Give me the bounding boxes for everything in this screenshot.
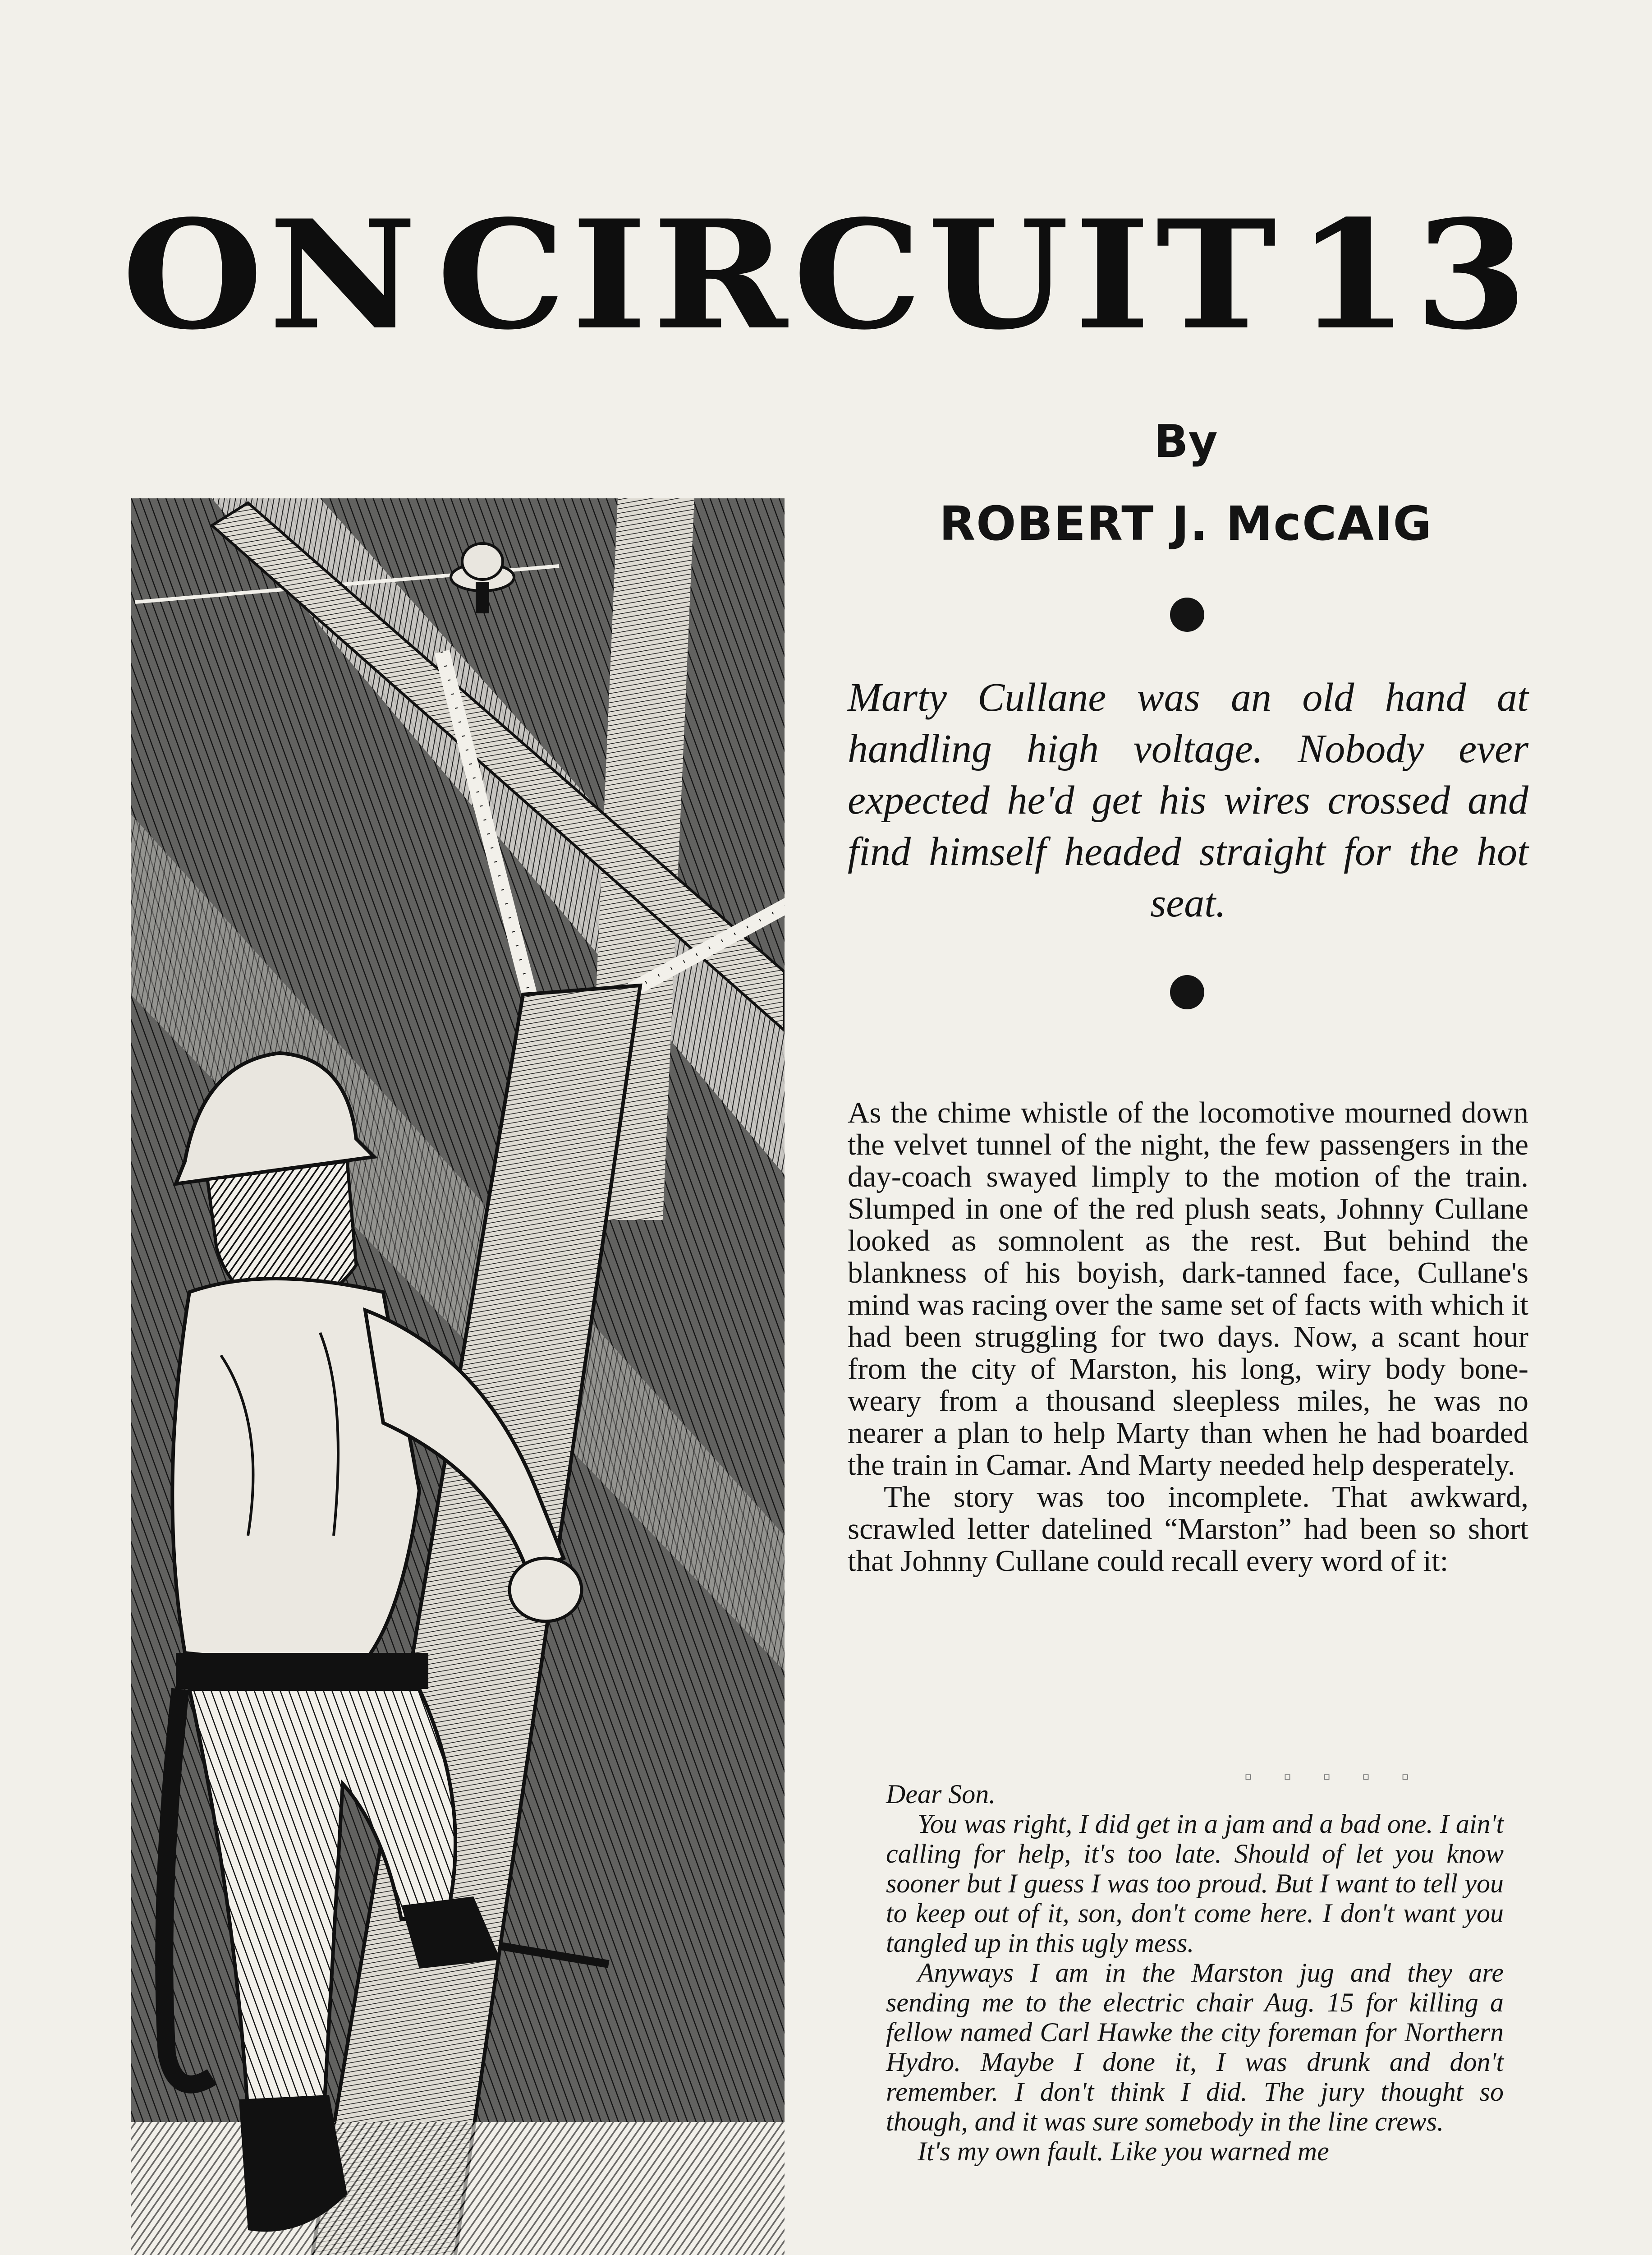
story-blurb: Marty Cullane was an old hand at handling high voltage. Nobody ever expected he'd get his wires crossed and find himself headed straight for the hot seat. <box>848 675 1528 925</box>
story-body <box>848 1097 1528 1577</box>
story-title <box>122 187 1533 363</box>
body-paragraph: As the chime whistle of the locomotive mourned down the velvet tunnel of the night, the few passengers in the day-coach swayed limply to the motion of the train. Slumped in one of the red plush seats, Johnny Cullane looked as somnolent as the rest. But behind the blankness of his boyish, dark-tanned face, Cullane's mind was racing over the same set of facts with which it had been struggling for two days. Now, a scant hour from the city of Marston, his long, wiry body bone-weary from a thousand sleepless miles, he was no nearer a plan to help Marty than when he had boarded the train in Camar. And Marty needed help desperately. <box>848 1096 1528 1482</box>
title-word-13: 13 <box>1296 187 1533 363</box>
body-paragraph: The story was too incomplete. That awkward, scrawled letter datelined “Marston” had been so short that Johnny Cullane could recall every word of it: <box>848 1480 1528 1578</box>
letter-paragraph: Anyways I am in the Marston jug and they are sending me to the electric chair Aug. 15 for killing a fellow named Carl Hawke the city foreman for Northern Hydro. Maybe I done it, I was drunk and don't remember. I don't think I did. The jury thought so though, and it was sure somebody in the line crews. <box>886 1958 1504 2136</box>
tool-belt <box>176 1653 428 1689</box>
letter-salutation: Dear Son. <box>886 1779 996 1809</box>
hand-icon <box>509 1558 582 1621</box>
letter-paragraph: You was right, I did get in a jam and a bad one. I ain't calling for help, it's too late. Should of let you know sooner but I guess I was too proud. But I want to tell you to keep out of it, son, don't come here. I don't want you tangled up in this ugly mess. <box>886 1809 1504 1958</box>
title-word-on: ON <box>122 187 422 363</box>
scan-artifact-marks: ▫▫▫▫▫ <box>1244 1765 1441 1789</box>
byline-by: By <box>1154 415 1218 468</box>
ground-hatching <box>131 2122 785 2255</box>
section-bullet-bottom <box>1170 975 1204 1009</box>
section-bullet-top <box>1170 598 1204 632</box>
title-word-circuit: CIRCUIT <box>436 187 1282 363</box>
lineman-illustration <box>131 498 785 2255</box>
byline-author: ROBERT J. McCAIG <box>939 496 1432 551</box>
letter-paragraph: It's my own fault. Like you warned me <box>918 2136 1329 2166</box>
quoted-letter <box>886 1779 1504 2166</box>
